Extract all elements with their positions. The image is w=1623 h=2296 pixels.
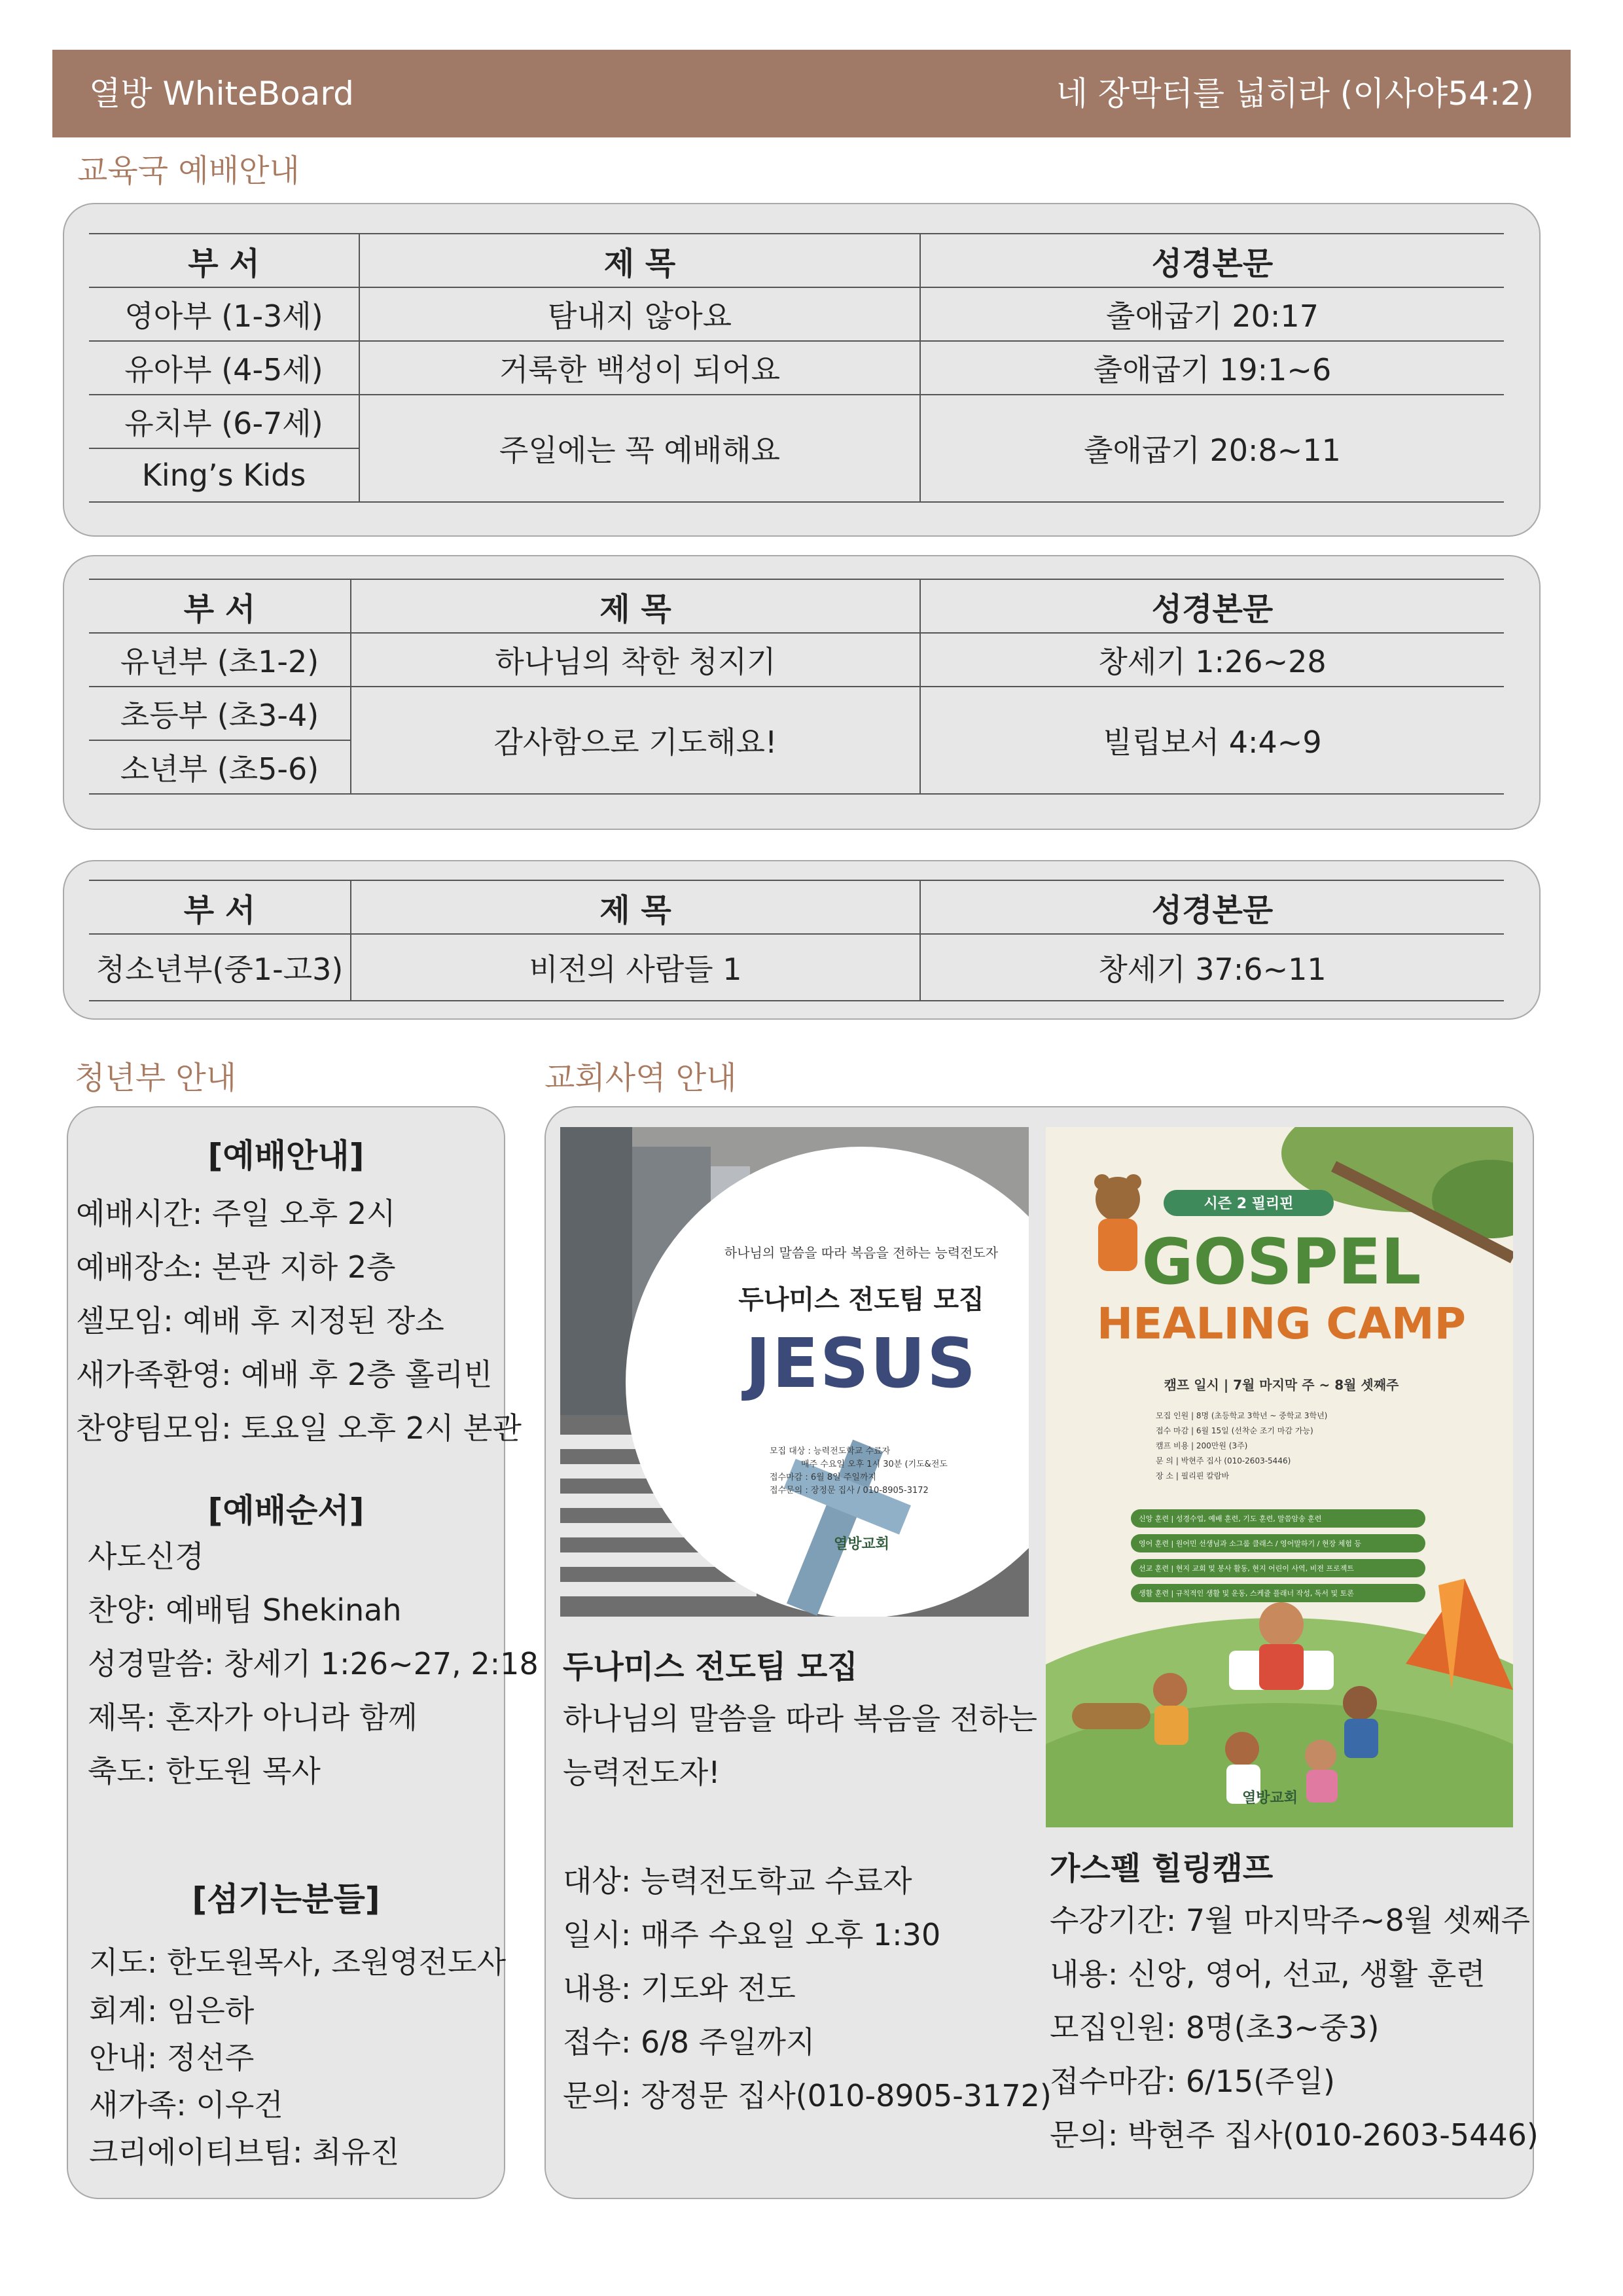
youth-server-line: 크리에이티브팀: 최유진 — [89, 2134, 400, 2170]
title-cell: 비전의 사람들 1 — [351, 934, 920, 1001]
dept-cell: 영아부 (1-3세) — [89, 287, 359, 341]
header-verse: 네 장막터를 넓히라 (이사야54:2) — [1056, 75, 1534, 113]
ministry2-detail: 모집인원: 8명(초3~중3) — [1050, 2010, 1380, 2045]
poster2-info-line: 장 소 | 필리핀 칼람바 — [1156, 1471, 1230, 1480]
title-cell: 하나님의 착한 청지기 — [351, 633, 920, 687]
youth-order-line: 성경말씀: 창세기 1:26~27, 2:18 — [88, 1646, 539, 1681]
poster2-info-line: 모집 인원 | 8명 (초등학교 3학년 ~ 중학교 3학년) — [1156, 1411, 1328, 1420]
title-cell: 주일에는 꼭 예배해요 — [359, 395, 920, 502]
dept-cell: 유아부 (4-5세) — [89, 341, 359, 395]
youth-server-line: 새가족: 이우건 — [89, 2087, 283, 2123]
youth-server-line: 안내: 정선주 — [89, 2040, 255, 2075]
header-left-title: 열방 WhiteBoard — [89, 75, 354, 113]
ministry1-title: 두나미스 전도팀 모집 — [563, 1649, 858, 1685]
youth-order-line: 축도: 한도원 목사 — [88, 1753, 321, 1789]
youth-server-line: 지도: 한도원목사, 조원영전도사 — [89, 1945, 507, 1980]
header-title: 제 목 — [359, 234, 920, 287]
title-cell: 거룩한 백성이 되어요 — [359, 341, 920, 395]
poster2-program: 신앙 훈련 | 성경수업, 예배 훈련, 기도 훈련, 말씀암송 훈련 — [1131, 1509, 1425, 1528]
dept-cell: King’s Kids — [89, 448, 359, 502]
schedule-table-1 — [89, 233, 1504, 503]
poster1-info-line: 모집 대상 : 능력전도학교 수료자 — [770, 1446, 891, 1456]
poster1-title: 두나미스 전도팀 모집 — [738, 1285, 984, 1315]
youth-worship-line: 셀모임: 예배 후 지정된 장소 — [76, 1303, 444, 1338]
ministry2-detail: 문의: 박현주 집사(010-2603-5446) — [1050, 2117, 1539, 2153]
dunamis-poster — [560, 1127, 1029, 1617]
scripture-cell: 창세기 37:6~11 — [920, 934, 1504, 1001]
header-dept: 부 서 — [89, 880, 351, 934]
poster2-info-line: 캠프 비용 | 200만원 (3주) — [1156, 1441, 1248, 1450]
header-bar — [52, 50, 1571, 137]
poster1-subtitle: 하나님의 말씀을 따라 복음을 전하는 능력전도자 — [724, 1245, 999, 1261]
header-scripture: 성경본문 — [920, 579, 1504, 633]
youth-order-title: [예배순서] — [207, 1492, 365, 1530]
header-scripture: 성경본문 — [920, 880, 1504, 934]
poster1-info-line: 접수문의 : 장정문 집사 / 010-8905-3172 — [770, 1486, 929, 1496]
schedule-table-2 — [89, 579, 1504, 795]
poster2-program: 선교 훈련 | 현지 교회 및 봉사 활동, 현지 어린이 사역, 비전 프로젝트 — [1131, 1559, 1425, 1577]
poster2-title-2: HEALING CAMP — [1097, 1299, 1466, 1349]
ministry1-detail: 내용: 기도와 전도 — [563, 1971, 796, 2006]
header-scripture: 성경본문 — [920, 234, 1504, 287]
section-title-edu: 교육국 예배안내 — [77, 152, 300, 189]
youth-servers-title: [섬기는분들] — [192, 1880, 380, 1918]
youth-worship-line: 새가족환영: 예배 후 2층 홀리빈 — [76, 1357, 493, 1392]
poster2-info-line: 문 의 | 박현주 집사 (010-2603-5446) — [1156, 1456, 1291, 1465]
ministry2-detail: 내용: 신앙, 영어, 선교, 생활 훈련 — [1050, 1956, 1486, 1992]
poster2-info-line: 접수 마감 | 6월 15일 (선착순 조기 마감 가능) — [1156, 1426, 1313, 1435]
gospel-camp-poster — [1046, 1127, 1513, 1827]
poster2-title-1: GOSPEL — [1141, 1225, 1421, 1299]
header-dept: 부 서 — [89, 579, 351, 633]
title-cell: 탐내지 않아요 — [359, 287, 920, 341]
header-title: 제 목 — [351, 880, 920, 934]
ministry1-detail: 일시: 매주 수요일 오후 1:30 — [563, 1917, 941, 1952]
poster2-dates: 캠프 일시 | 7월 마지막 주 ~ 8월 셋째주 — [1164, 1377, 1399, 1393]
dept-cell: 유년부 (초1-2) — [89, 633, 351, 687]
header-title: 제 목 — [351, 579, 920, 633]
poster2-logo: 열방교회 — [1242, 1790, 1298, 1806]
ministry1-detail: 접수: 6/8 주일까지 — [563, 2024, 815, 2060]
poster2-program: 생활 훈련 | 규칙적인 생활 및 운동, 스케쥴 플래너 작성, 독서 및 토론 — [1131, 1584, 1425, 1602]
dept-cell: 청소년부(중1-고3) — [89, 934, 351, 1001]
poster2-badge: 시즌 2 필리핀 — [1204, 1196, 1294, 1212]
poster1-info-line: 접수마감 : 6월 8일 주일까지 — [770, 1473, 877, 1482]
dept-cell: 소년부 (초5-6) — [89, 740, 351, 794]
youth-server-line: 회계: 임은하 — [89, 1993, 255, 2028]
ministry1-desc-line: 능력전도자! — [563, 1755, 721, 1790]
dept-cell: 유치부 (6-7세) — [89, 395, 359, 448]
header-dept: 부 서 — [89, 234, 359, 287]
poster2-info — [1156, 1408, 1327, 1484]
youth-worship-line: 찬양팀모임: 토요일 오후 2시 본관 — [76, 1410, 522, 1446]
poster1-info — [770, 1445, 948, 1498]
scripture-cell: 출애굽기 20:8~11 — [920, 395, 1504, 502]
youth-worship-title: [예배안내] — [207, 1137, 365, 1175]
dept-cell: 초등부 (초3-4) — [89, 687, 351, 740]
poster2-programs — [1131, 1509, 1425, 1602]
ministry2-detail: 접수마감: 6/15(주일) — [1050, 2064, 1335, 2099]
poster1-logo: 열방교회 — [834, 1536, 890, 1552]
poster1-jesus: JESUS — [745, 1323, 977, 1403]
youth-worship-line: 예배시간: 주일 오후 2시 — [76, 1196, 396, 1231]
poster1-info-line: 매주 수요일 오후 1시 30분 (기도&전도 — [801, 1460, 948, 1469]
youth-order-line: 찬양: 예배팀 Shekinah — [88, 1592, 402, 1628]
section-title-youth: 청년부 안내 — [75, 1060, 237, 1096]
schedule-table-3 — [89, 880, 1504, 1001]
title-cell: 감사함으로 기도해요! — [351, 687, 920, 794]
ministry1-detail: 대상: 능력전도학교 수료자 — [563, 1863, 912, 1899]
ministry1-detail: 문의: 장정문 집사(010-8905-3172) — [563, 2078, 1052, 2113]
ministry2-detail: 수강기간: 7월 마지막주~8월 셋째주 — [1050, 1903, 1531, 1938]
scripture-cell: 출애굽기 19:1~6 — [920, 341, 1504, 395]
ministry1-desc-line: 하나님의 말씀을 따라 복음을 전하는 — [563, 1701, 1038, 1736]
youth-order-line: 사도신경 — [88, 1539, 204, 1574]
scripture-cell: 빌립보서 4:4~9 — [920, 687, 1504, 794]
youth-order-line: 제목: 혼자가 아니라 함께 — [88, 1700, 418, 1735]
poster2-program: 영어 훈련 | 원어민 선생님과 소그룹 클래스 / 영어말하기 / 현장 체험 등 — [1131, 1534, 1425, 1552]
scripture-cell: 출애굽기 20:17 — [920, 287, 1504, 341]
youth-worship-line: 예배장소: 본관 지하 2층 — [76, 1249, 396, 1285]
section-title-ministry: 교회사역 안내 — [544, 1060, 737, 1096]
ministry2-title: 가스펠 힐링캠프 — [1050, 1850, 1274, 1887]
scripture-cell: 창세기 1:26~28 — [920, 633, 1504, 687]
